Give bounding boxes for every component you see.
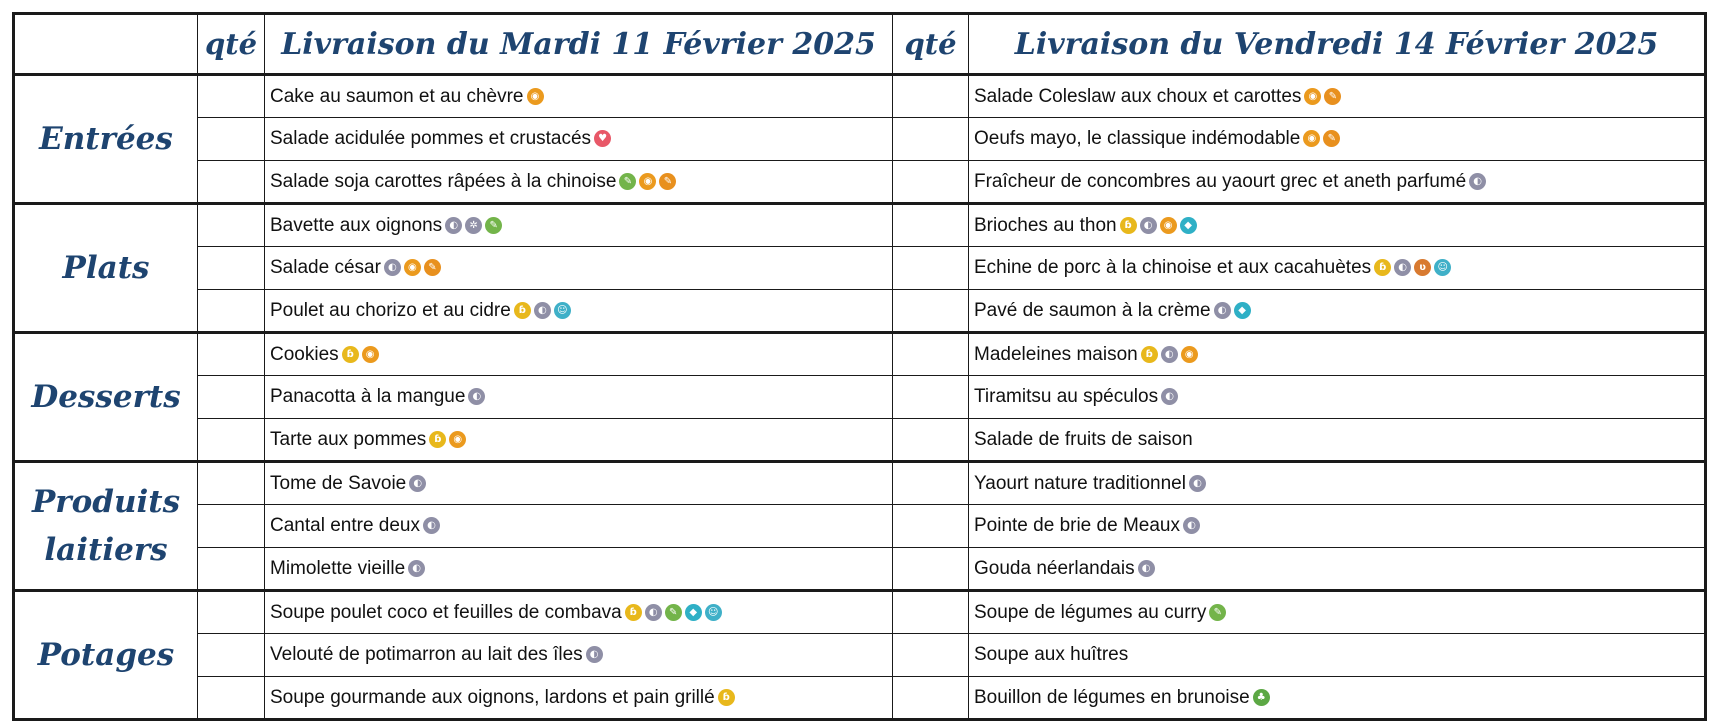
dish-name: Tarte aux pommes: [270, 428, 427, 450]
moutarde-allergen-icon: ✎: [424, 259, 441, 276]
dish-cell-day1: [265, 247, 893, 290]
quantity-cell-day1[interactable]: [198, 75, 265, 118]
quantity-cell-day1[interactable]: [198, 161, 265, 204]
quantity-cell-day2[interactable]: [893, 333, 969, 376]
dish-cell-day1: [265, 118, 893, 161]
dish-name: Madeleines maison: [974, 343, 1138, 365]
quantity-cell-day2[interactable]: [893, 677, 969, 720]
lait-allergen-icon: ◐: [534, 302, 551, 319]
dish-name: Cake au saumon et au chèvre: [270, 85, 524, 107]
quantity-cell-day2[interactable]: [893, 634, 969, 677]
menu-row: [14, 677, 1706, 720]
sesame-allergen-icon: ✲: [465, 217, 482, 234]
dish-name: Gouda néerlandais: [974, 557, 1135, 579]
menu-table: [12, 12, 1707, 721]
dish-name: Pointe de brie de Meaux: [974, 515, 1180, 536]
lait-allergen-icon: ◐: [409, 475, 426, 492]
lait-allergen-icon: ◐: [408, 560, 425, 577]
dish-cell-day1: [265, 333, 893, 376]
lait-allergen-icon: ◐: [1183, 517, 1200, 534]
dish-name: Yaourt nature traditionnel: [974, 472, 1186, 494]
quantity-cell-day2[interactable]: [893, 462, 969, 505]
quantity-cell-day2[interactable]: [893, 548, 969, 591]
crustace-allergen-icon: ♥: [594, 130, 611, 147]
moutarde-allergen-icon: ✎: [1324, 88, 1341, 105]
celeri-allergen-icon: ✎: [485, 217, 502, 234]
dish-cell-day1: [265, 591, 893, 634]
mollusque-allergen-icon: ☺: [705, 604, 722, 621]
dish-name: Poulet au chorizo et au cidre: [270, 299, 511, 321]
qte-header-day1: qté: [198, 14, 265, 75]
quantity-cell-day1[interactable]: [198, 677, 265, 720]
menu-row: [14, 548, 1706, 591]
oeuf-allergen-icon: ◉: [1160, 217, 1177, 234]
menu-row: [14, 505, 1706, 548]
dish-cell-day2: [969, 290, 1706, 333]
menu-row: [14, 247, 1706, 290]
oeuf-allergen-icon: ◉: [1304, 88, 1321, 105]
quantity-cell-day2[interactable]: [893, 161, 969, 204]
dish-cell-day2: [969, 548, 1706, 591]
lait-allergen-icon: ◐: [1138, 560, 1155, 577]
quantity-cell-day1[interactable]: [198, 376, 265, 419]
dish-name: Brioches au thon: [974, 214, 1117, 236]
oeuf-allergen-icon: ◉: [404, 259, 421, 276]
dish-cell-day1: [265, 677, 893, 720]
dish-cell-day2: [969, 204, 1706, 247]
menu-row: [14, 376, 1706, 419]
lait-allergen-icon: ◐: [1214, 302, 1231, 319]
lait-allergen-icon: ◐: [1161, 388, 1178, 405]
gluten-allergen-icon: ɓ: [1374, 259, 1391, 276]
quantity-cell-day2[interactable]: [893, 376, 969, 419]
quantity-cell-day1[interactable]: [198, 118, 265, 161]
menu-body: [14, 75, 1706, 720]
quantity-cell-day2[interactable]: [893, 247, 969, 290]
menu-row: [14, 462, 1706, 505]
dish-cell-day2: [969, 118, 1706, 161]
category-label: Potages: [14, 591, 198, 720]
arachide-allergen-icon: ʋ: [1414, 259, 1431, 276]
quantity-cell-day2[interactable]: [893, 118, 969, 161]
dish-cell-day2: [969, 333, 1706, 376]
dish-name: Velouté de potimarron au lait des îles: [270, 644, 583, 665]
menu-row: [14, 118, 1706, 161]
lait-allergen-icon: ◐: [468, 388, 485, 405]
quantity-cell-day1[interactable]: [198, 634, 265, 677]
quantity-cell-day2[interactable]: [893, 505, 969, 548]
dish-cell-day2: [969, 161, 1706, 204]
dish-name: Oeufs mayo, le classique indémodable: [974, 128, 1301, 149]
menu-row: [14, 634, 1706, 677]
gluten-allergen-icon: ɓ: [718, 689, 735, 706]
moutarde-allergen-icon: ✎: [1323, 130, 1340, 147]
dish-name: Cookies: [270, 343, 339, 365]
dish-cell-day2: [969, 247, 1706, 290]
dish-cell-day1: [265, 634, 893, 677]
dish-cell-day1: [265, 290, 893, 333]
dish-cell-day1: [265, 75, 893, 118]
celeri-allergen-icon: ✎: [1209, 604, 1226, 621]
gluten-allergen-icon: ɓ: [1120, 217, 1137, 234]
dish-name: Mimolette vieille: [270, 557, 406, 579]
oeuf-allergen-icon: ◉: [527, 88, 544, 105]
mollusque-allergen-icon: ☺: [1434, 259, 1451, 276]
dish-cell-day1: [265, 548, 893, 591]
quantity-cell-day1[interactable]: [198, 419, 265, 462]
quantity-cell-day2[interactable]: [893, 75, 969, 118]
gluten-allergen-icon: ɓ: [1141, 346, 1158, 363]
delivery-title-day2: Livraison du Vendredi 14 Février 2025: [969, 14, 1706, 75]
delivery-title-day1: Livraison du Mardi 11 Février 2025: [265, 14, 893, 75]
gluten-allergen-icon: ɓ: [429, 431, 446, 448]
oeuf-allergen-icon: ◉: [1181, 346, 1198, 363]
dish-name: Salade soja carottes râpées à la chinoise: [270, 170, 617, 192]
menu-row: [14, 591, 1706, 634]
dish-name: Tome de Savoie: [270, 472, 407, 494]
oeuf-allergen-icon: ◉: [1303, 130, 1320, 147]
dish-name: Salade césar: [270, 257, 381, 278]
quantity-cell-day1[interactable]: [198, 204, 265, 247]
dish-cell-day2: [969, 677, 1706, 720]
gluten-allergen-icon: ɓ: [514, 302, 531, 319]
dish-name: Soupe de légumes au curry: [974, 601, 1207, 623]
quantity-cell-day1[interactable]: [198, 290, 265, 333]
celeri-allergen-icon: ✎: [619, 173, 636, 190]
quantity-cell-day2[interactable]: [893, 204, 969, 247]
category-label: Produits laitiers: [14, 462, 198, 591]
celeri-allergen-icon: ✎: [665, 604, 682, 621]
dish-name: Soupe poulet coco et feuilles de combava: [270, 601, 622, 623]
menu-row: [14, 75, 1706, 118]
dish-cell-day2: [969, 505, 1706, 548]
dish-name: Echine de porc à la chinoise et aux cacahuètes: [974, 257, 1372, 278]
dish-cell-day1: [265, 462, 893, 505]
moutarde-allergen-icon: ✎: [659, 173, 676, 190]
dish-name: Panacotta à la mangue: [270, 386, 466, 407]
header-corner: [14, 14, 198, 75]
lait-allergen-icon: ◐: [586, 646, 603, 663]
dish-cell-day2: [969, 634, 1706, 677]
quantity-cell-day2[interactable]: [893, 419, 969, 462]
lait-allergen-icon: ◐: [1140, 217, 1157, 234]
dish-name: Bavette aux oignons: [270, 214, 443, 236]
dish-cell-day2: [969, 419, 1706, 462]
dish-name: Salade de fruits de saison: [974, 428, 1193, 450]
header-row: [14, 14, 1706, 75]
quantity-cell-day1[interactable]: [198, 591, 265, 634]
dish-cell-day2: [969, 462, 1706, 505]
category-label: Entrées: [14, 75, 198, 204]
quantity-cell-day1[interactable]: [198, 333, 265, 376]
quantity-cell-day1[interactable]: [198, 505, 265, 548]
dish-name: Cantal entre deux: [270, 515, 420, 536]
lait-allergen-icon: ◐: [1394, 259, 1411, 276]
lait-allergen-icon: ◐: [1189, 475, 1206, 492]
lait-allergen-icon: ◐: [645, 604, 662, 621]
dish-cell-day1: [265, 204, 893, 247]
quantity-cell-day2[interactable]: [893, 591, 969, 634]
dish-cell-day2: [969, 75, 1706, 118]
gluten-allergen-icon: ɓ: [625, 604, 642, 621]
poisson-allergen-icon: ◆: [685, 604, 702, 621]
dish-cell-day2: [969, 376, 1706, 419]
poisson-allergen-icon: ◆: [1234, 302, 1251, 319]
dish-name: Bouillon de légumes en brunoise: [974, 686, 1250, 708]
quantity-cell-day1[interactable]: [198, 247, 265, 290]
dish-name: Soupe gourmande aux oignons, lardons et pain grillé: [270, 686, 715, 708]
dish-cell-day1: [265, 161, 893, 204]
dish-name: Pavé de saumon à la crème: [974, 299, 1211, 321]
dish-name: Salade Coleslaw aux choux et carottes: [974, 85, 1302, 107]
mollusque-allergen-icon: ☺: [554, 302, 571, 319]
quantity-cell-day2[interactable]: [893, 290, 969, 333]
lait-allergen-icon: ◐: [1161, 346, 1178, 363]
quantity-cell-day1[interactable]: [198, 548, 265, 591]
menu-row: [14, 419, 1706, 462]
dish-cell-day1: [265, 505, 893, 548]
category-label: Plats: [14, 204, 198, 333]
menu-row: [14, 161, 1706, 204]
category-label: Desserts: [14, 333, 198, 462]
qte-header-day2: qté: [893, 14, 969, 75]
dish-cell-day1: [265, 376, 893, 419]
menu-row: [14, 290, 1706, 333]
dish-name: Salade acidulée pommes et crustacés: [270, 128, 592, 149]
oeuf-allergen-icon: ◉: [449, 431, 466, 448]
gluten-allergen-icon: ɓ: [342, 346, 359, 363]
poisson-allergen-icon: ◆: [1180, 217, 1197, 234]
dish-cell-day1: [265, 419, 893, 462]
dish-name: Fraîcheur de concombres au yaourt grec et aneth parfumé: [974, 170, 1467, 192]
dish-cell-day2: [969, 591, 1706, 634]
lait-allergen-icon: ◐: [384, 259, 401, 276]
oeuf-allergen-icon: ◉: [362, 346, 379, 363]
quantity-cell-day1[interactable]: [198, 462, 265, 505]
lait-allergen-icon: ◐: [423, 517, 440, 534]
fruitcoque-allergen-icon: ♣: [1253, 689, 1270, 706]
dish-name: Soupe aux huîtres: [974, 644, 1129, 665]
lait-allergen-icon: ◐: [445, 217, 462, 234]
dish-name: Tiramitsu au spéculos: [974, 386, 1159, 407]
menu-row: [14, 333, 1706, 376]
oeuf-allergen-icon: ◉: [639, 173, 656, 190]
lait-allergen-icon: ◐: [1469, 173, 1486, 190]
menu-row: [14, 204, 1706, 247]
